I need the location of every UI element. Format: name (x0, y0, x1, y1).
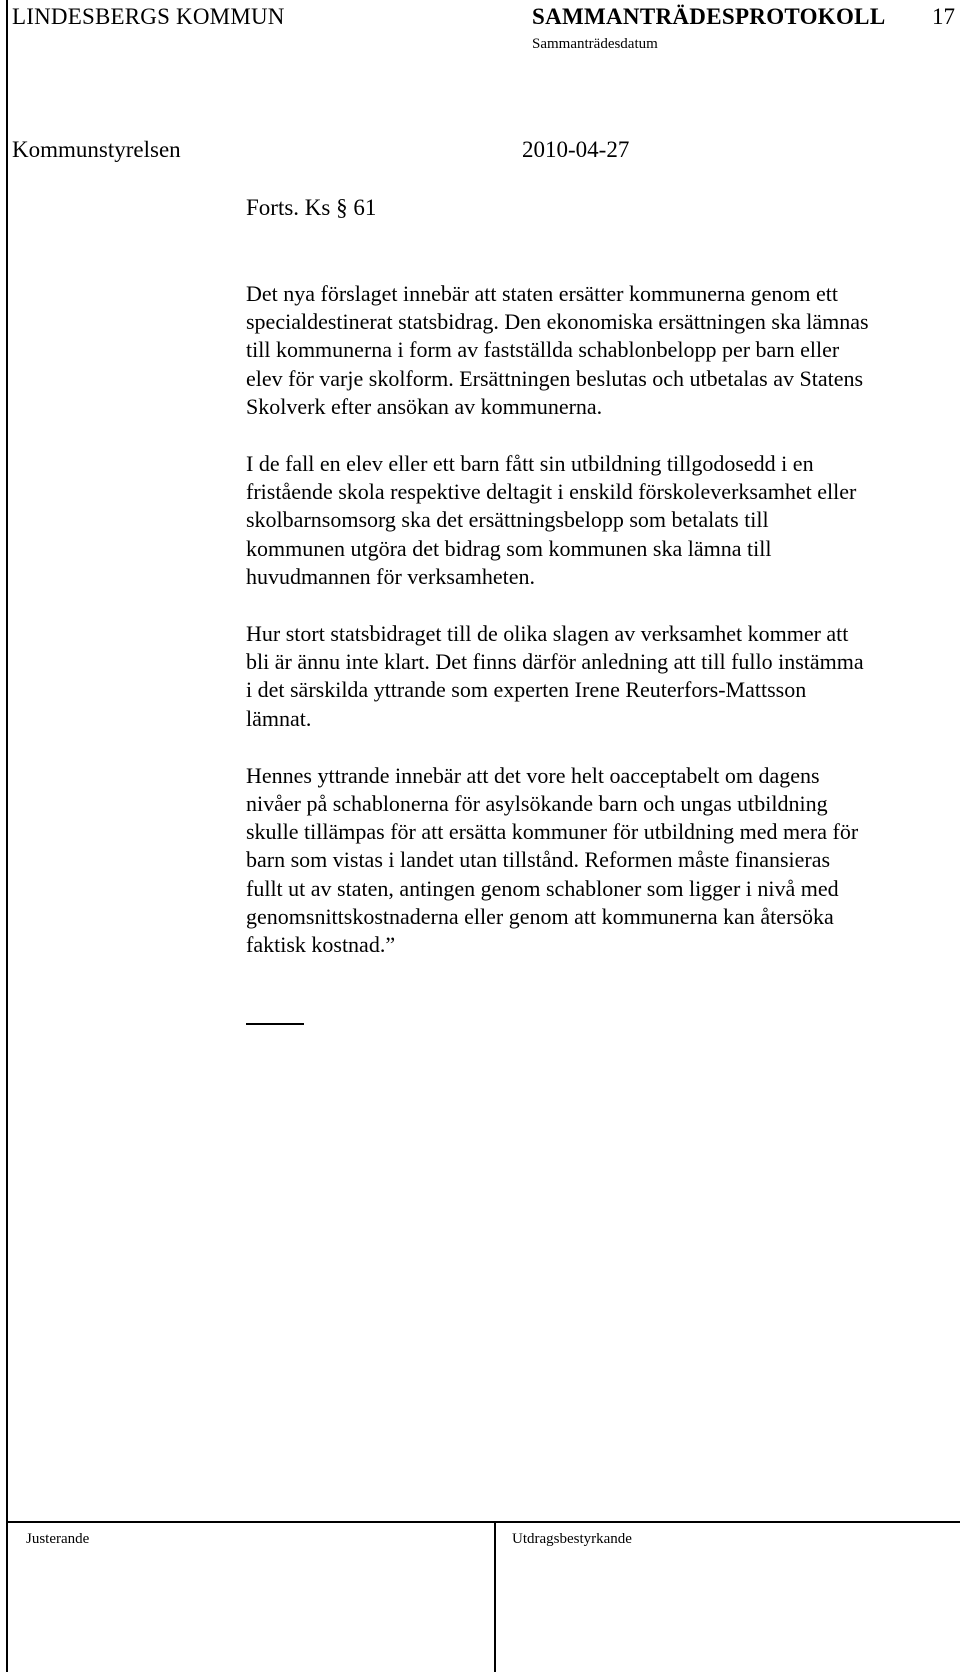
left-margin-rule (6, 0, 8, 1672)
meeting-date: 2010-04-27 (522, 137, 630, 162)
committee-name: Kommunstyrelsen (12, 137, 181, 162)
municipality-name: LINDESBERGS KOMMUN (12, 4, 285, 29)
extract-certification-label: Utdragsbestyrkande (512, 1531, 632, 1547)
footer-divider (494, 1521, 496, 1672)
adjuster-label: Justerande (26, 1531, 90, 1547)
paragraph: I de fall en elev eller ett barn fått sin utbildning tillgodosedd i en fristående skola respektive deltagit i enskild förskoleverksamhet eller skolbarnsomsorg ska det ersättningsbelopp som betalats till kommunen utgöra det bidrag som kommunen ska lämna till huvudmannen för verksamheten. (246, 451, 857, 589)
section-reference: Forts. Ks § 61 (246, 195, 377, 220)
paragraph: Hur stort statsbidraget till de olika slagen av verksamhet kommer att bli är ännu inte klart. Det finns därför anledning att till fullo instämma i det särskilda yttrande som experten Irene Reuterfors-Mattsson lämnat. (246, 621, 864, 731)
document-body (246, 280, 946, 988)
closing-rule (246, 1023, 304, 1025)
footer-top-rule (6, 1521, 960, 1523)
document-title: SAMMANTRÄDESPROTOKOLL (532, 4, 886, 29)
paragraph: Det nya förslaget innebär att staten ersätter kommunerna genom ett specialdestinerat statsbidrag. Den ekonomiska ersättningen ska lämnas till kommunerna i form av fastställda schablonbelopp per barn eller elev för varje skolform. Ersättningen beslutas och utbetalas av Statens Skolverk efter ansökan av kommunerna. (246, 281, 869, 419)
paragraph: Hennes yttrande innebär att det vore helt oacceptabelt om dagens nivåer på schablonerna för asylsökande barn och ungas utbildning skulle tillämpas för att ersätta kommuner för utbildning med mera för barn som vistas i landet utan tillstånd. Reformen måste finansieras fullt ut av staten, antingen genom schabloner som ligger i nivå med genomsnittskostnaderna eller genom att kommunerna kan återsöka faktisk kostnad.” (246, 762, 859, 958)
committee-header (12, 137, 960, 167)
page-number: 17 (932, 4, 955, 29)
signature-footer (6, 1521, 960, 1672)
meeting-date-caption: Sammanträdesdatum (532, 36, 658, 52)
document-header (12, 4, 960, 52)
